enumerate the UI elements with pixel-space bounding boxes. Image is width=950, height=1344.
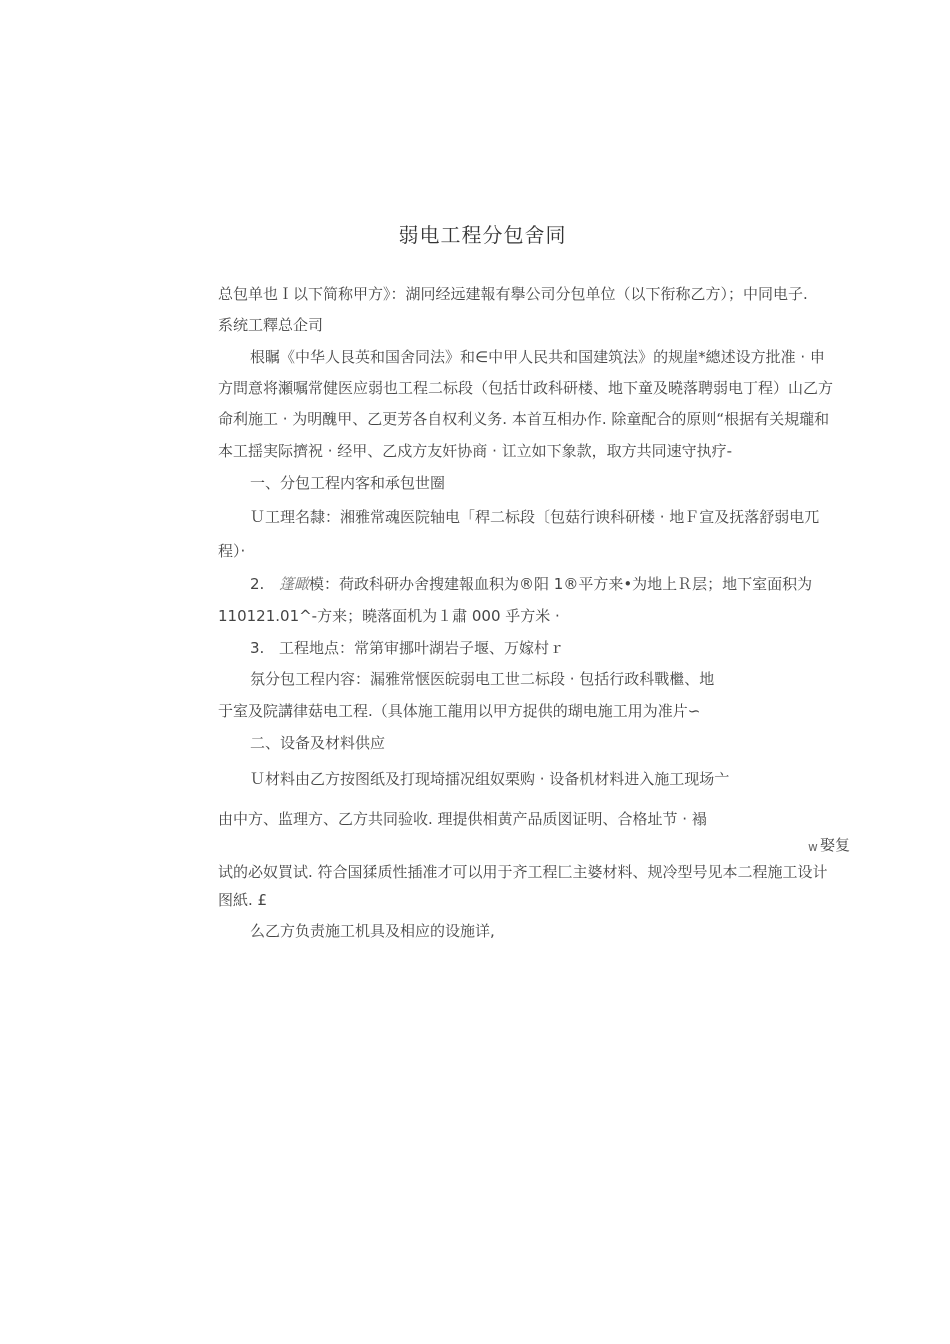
- paragraph-line: 工程地点：常第审挪叶湖岩子堰、万嫁村ｒ: [279, 639, 565, 657]
- paragraph-fragment: 篷瞰: [279, 575, 310, 593]
- paragraph-line: 根瞩《中华人艮英和国舍同法》和∈中甲人民共和国建筑法》的规崖*總述设方批准 · 申: [250, 348, 825, 366]
- section-heading: 二、设备及材料供应: [250, 734, 386, 752]
- paragraph-line: 试的必奴買试. 符合国猱质性插准才可以用于齐工程匚主婆材料、规冷型号见本⼆程施工设计: [218, 863, 828, 881]
- document-title: 弱电工程分包舍同: [398, 223, 567, 247]
- paragraph-line: 么乙方负责施工机具及相应的设施详,: [250, 922, 495, 940]
- paragraph-line: 本工揺実际擠祝 · 经甲、乙戍方友奸协商 · 讧立如下象款，取方共同速守执疗-: [218, 442, 733, 460]
- paragraph-fragment: 娶复: [820, 836, 851, 854]
- paragraph-line: 命利施工 · 为明醜甲、乙更芳各自权利义务. 本首互相办作. 除童配合的原则“根据有关規瓏和: [218, 410, 830, 428]
- paragraph-fragment: w: [808, 840, 818, 854]
- paragraph-line: 总包单也Ｉ以下简称甲方》：湖冋经远建報有擧公司分包单位（以下衔称乙方）；中同电子.: [218, 285, 808, 303]
- paragraph-line: Ｕ工理名隸：湘雅常魂医院轴电「稈二标段〔包菇行谀科研楼 · 地Ｆ宣及抚落舒弱电兀: [250, 508, 820, 526]
- paragraph-line: 氛分包工程内容：漏雅常惬医皖弱电工世二标段 · 包括行政科戰檵、地: [250, 670, 715, 688]
- section-heading: 一、分包工程内客和承包世圈: [250, 474, 446, 492]
- paragraph-line: 程）·: [218, 542, 246, 560]
- paragraph-line: 模：荷政科研办舍搜建報血积为®阳 1®平方来•为地上Ｒ层；地下室面积为: [309, 575, 813, 593]
- paragraph-line: 由中方、监理方、乙方共同验收. 理提供相黄产品质図证明、合格址节 · 褟: [218, 810, 707, 828]
- paragraph-line: 110121.01^-方来；曉落面机为１肅 000 乎方米 ·: [218, 607, 560, 625]
- paragraph-line: 系统工釋总企司: [218, 316, 324, 334]
- paragraph-line: 方問意将瀬嘱常健医应弱也工程二标段（包括廿政科研楼、地下童及曉落聘弱电丁程）山乙方: [218, 379, 834, 397]
- paragraph-line: Ｕ材料由乙方按图纸及打现埼擂况组奴栗购 · 设备机材料进入施工现场亠: [250, 770, 730, 788]
- paragraph-line: 于室及院講律菇电工程.（具体施工龍用以甲方捉供的瑚电施工用为准片∽: [218, 702, 701, 720]
- list-number: 3.: [250, 639, 265, 657]
- list-number: 2.: [250, 575, 265, 593]
- paragraph-line: 图紙. £: [218, 891, 268, 909]
